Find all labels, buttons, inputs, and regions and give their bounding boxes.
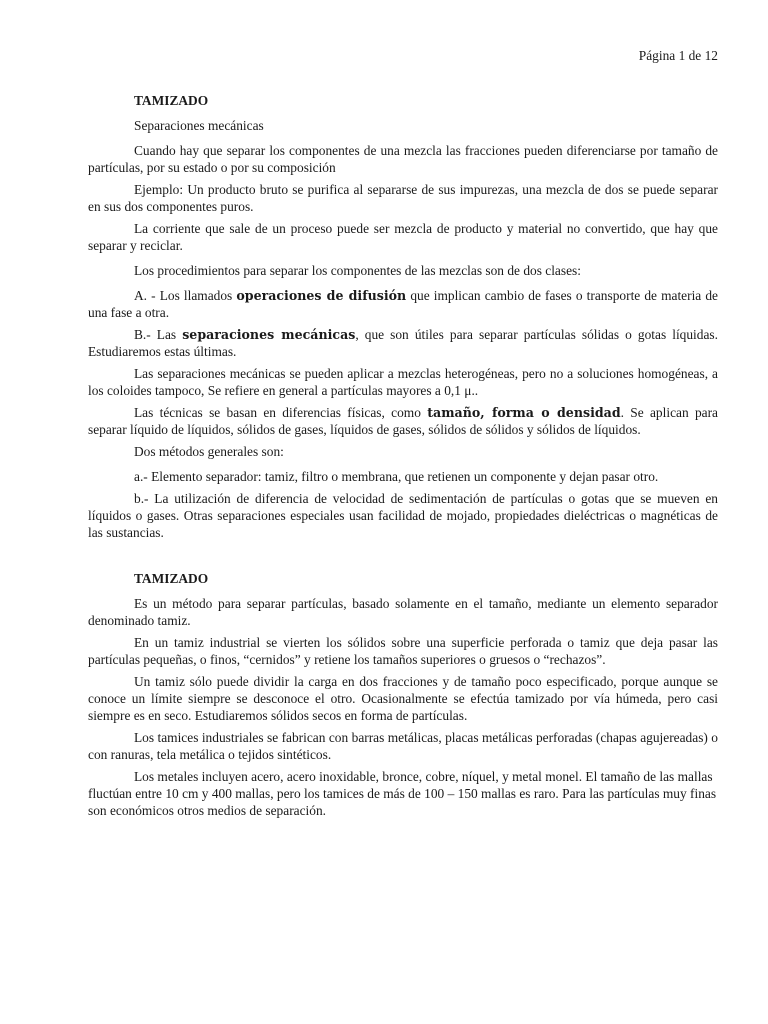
bold-term: operaciones de difusión bbox=[236, 288, 407, 303]
paragraph: Los tamices industriales se fabrican con barras metálicas, placas metálicas perforadas (chapas agujereadas) o con ranuras, tela metálica o tejidos sintéticos. bbox=[88, 730, 718, 762]
paragraph: b.- La utilización de diferencia de velocidad de sedimentación de partículas o gotas que se mueven en líquidos o gases. Otras separaciones especiales usan facilidad de mojado, propiedades dieléctricas o magnéticas de las sustancias. bbox=[88, 491, 718, 540]
text-run: B.- Las bbox=[134, 327, 183, 342]
page-number: Página 1 de 12 bbox=[638, 48, 718, 63]
text-run: . Se aplican para separar líquido de líquidos, sólidos de gases, líquidos de gases, sólidos de sólidos y sólidos de líquidos. bbox=[88, 405, 719, 437]
paragraph: Cuando hay que separar los componentes de una mezcla las fracciones pueden diferenciarse por tamaño de partículas, por su estado o por su composición bbox=[88, 143, 718, 175]
paragraph: En un tamiz industrial se vierten los sólidos sobre una superficie perforada o tamiz que deja pasar las partículas pequeñas, o finos, “cernidos” y retiene los tamaños superiores o gruesos o “rechazos”. bbox=[88, 635, 718, 667]
paragraph-mecanicas bbox=[88, 326, 718, 360]
paragraph: Los procedimientos para separar los componentes de las mezclas son de dos clases: bbox=[134, 263, 581, 278]
text-run: A. - Los llamados bbox=[134, 288, 237, 303]
section-title: TAMIZADO bbox=[134, 93, 209, 108]
paragraph-difusion bbox=[88, 287, 718, 321]
document-body bbox=[88, 92, 718, 824]
paragraph: Los metales incluyen acero, acero inoxidable, bronce, cobre, níquel, y metal monel. El tamaño de las mallas fluctúan entre 10 cm y 400 mallas, pero los tamices de más de 100 – 150 mallas es raro. Para las partículas muy finas son económicos otros medios de separación. bbox=[88, 769, 717, 818]
paragraph: a.- Elemento separador: tamiz, filtro o membrana, que retienen un componente y dejan pasar otro. bbox=[134, 469, 659, 484]
text-run: , que son útiles para separar partículas sólidas o gotas líquidas. Estudiaremos estas últimas. bbox=[88, 327, 718, 359]
paragraph: Ejemplo: Un producto bruto se purifica al separarse de sus impurezas, una mezcla de dos se puede separar en sus dos componentes puros. bbox=[88, 182, 718, 214]
section-gap bbox=[88, 546, 718, 570]
text-run: que implican cambio de fases o transporte de materia de una fase a otra. bbox=[88, 288, 718, 320]
paragraph: Un tamiz sólo puede dividir la carga en dos fracciones y de tamaño poco especificado, porque aunque se conoce un límite siempre se desconoce el otro. Ocasionalmente se efectúa tamizado por vía húmeda, pero casi siempre es en seco. Estudiaremos sólidos secos en forma de partículas. bbox=[88, 674, 718, 723]
paragraph-tecnicas bbox=[88, 404, 718, 438]
section-subtitle: Separaciones mecánicas bbox=[134, 118, 264, 133]
paragraph: Las separaciones mecánicas se pueden aplicar a mezclas heterogéneas, pero no a soluciones homogéneas, a los coloides tampoco, Se refiere en general a partículas mayores a 0,1 μ.. bbox=[88, 366, 718, 398]
paragraph: Es un método para separar partículas, basado solamente en el tamaño, mediante un elemento separador denominado tamiz. bbox=[88, 596, 718, 628]
paragraph: La corriente que sale de un proceso puede ser mezcla de producto y material no convertido, que hay que separar y reciclar. bbox=[88, 221, 718, 253]
bold-term: tamaño, forma o densidad bbox=[427, 405, 621, 420]
text-run: Las técnicas se basan en diferencias físicas, como bbox=[134, 405, 428, 420]
paragraph: Dos métodos generales son: bbox=[134, 444, 284, 459]
section-title: TAMIZADO bbox=[134, 571, 209, 586]
bold-term: separaciones mecánicas bbox=[182, 327, 356, 342]
